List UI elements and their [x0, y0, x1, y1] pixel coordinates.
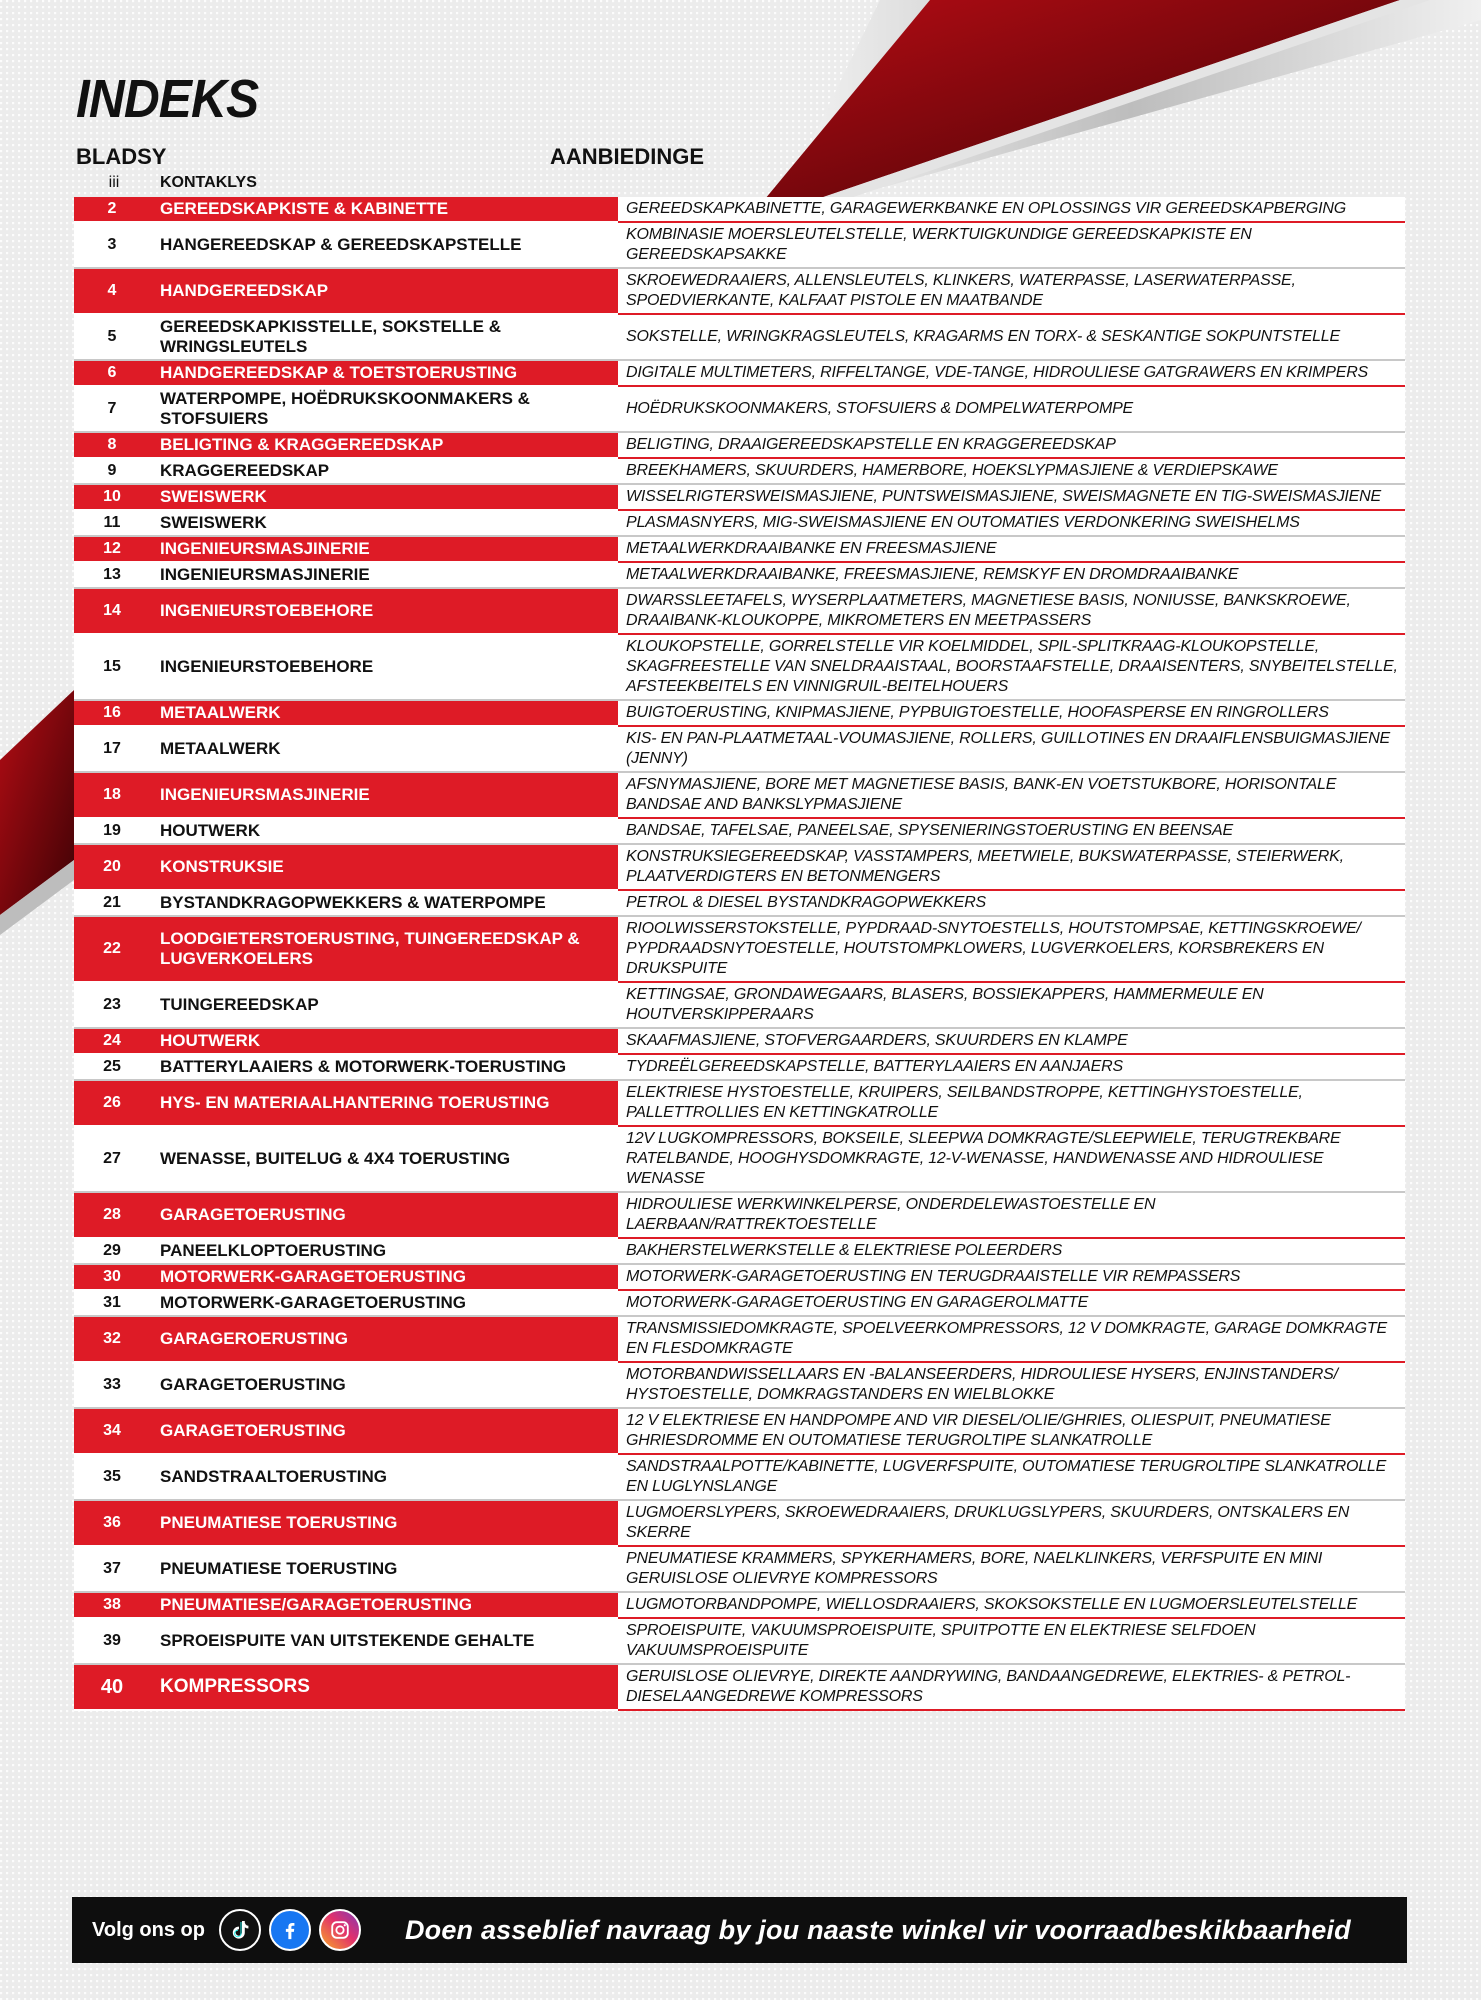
row-offers: BANDSAE, TAFELSAE, PANEELSAE, SPYSENIERINGSTOERUSTING EN BEENSAE [618, 818, 1405, 844]
row-section-title: GEREEDSKAPKISSTELLE, SOKSTELLE & WRINGSLEUTELS [150, 314, 618, 360]
row-page-number: 9 [74, 458, 150, 484]
instagram-icon[interactable] [319, 1909, 361, 1951]
row-page-number: 8 [74, 432, 150, 458]
row-section-title: HANGEREEDSKAP & GEREEDSKAPSTELLE [150, 222, 618, 268]
table-row [74, 1500, 1405, 1546]
row-section-title: HOUTWERK [150, 1028, 618, 1054]
row-section-title: KONSTRUKSIE [150, 844, 618, 890]
row-page-number: 15 [74, 634, 150, 700]
row-section-title: INGENIEURSMASJINERIE [150, 562, 618, 588]
table-row [74, 562, 1405, 588]
row-section-title: LOODGIETERSTOERUSTING, TUINGEREEDSKAP & LUGVERKOELERS [150, 916, 618, 982]
row-section-title: INGENIEURSMASJINERIE [150, 772, 618, 818]
tiktok-icon[interactable] [219, 1909, 261, 1951]
table-row [74, 818, 1405, 844]
table-row [74, 1592, 1405, 1618]
row-offers: 12 V ELEKTRIESE EN HANDPOMPE AND VIR DIESEL/OLIE/GHRIES, OLIESPUIT, PNEUMATIESE GHRIESDROMME EN OUTOMATIESE TERUGROLTIPE SLANKATROLLE [618, 1408, 1405, 1454]
row-offers: TYDREËLGEREEDSKAPSTELLE, BATTERYLAAIERS EN AANJAERS [618, 1054, 1405, 1080]
table-row [74, 1664, 1405, 1710]
row-section-title: MOTORWERK-GARAGETOERUSTING [150, 1264, 618, 1290]
row-page-number: 13 [74, 562, 150, 588]
row-section-title: GARAGETOERUSTING [150, 1192, 618, 1238]
row-offers: BELIGTING, DRAAIGEREEDSKAPSTELLE EN KRAGGEREEDSKAP [618, 432, 1405, 458]
row-page-number: 19 [74, 818, 150, 844]
table-row [74, 982, 1405, 1028]
row-offers: RIOOLWISSERSTOKSTELLE, PYPDRAAD-SNYTOESTELLS, HOUTSTOMPSAE, KETTINGSKROEWE/ PYPDRAADSNYTOESTELLE, HOUTSTOMPKLOWERS, LUGVERKOELERS, KORSBREKERS EN DRUKSPUITE [618, 916, 1405, 982]
row-offers: SPROEISPUITE, VAKUUMSPROEISPUITE, SPUITPOTTE EN ELEKTRIESE SELFDOEN VAKUUMSPROEISPUITE [618, 1618, 1405, 1664]
table-row [74, 588, 1405, 634]
table-row [74, 1290, 1405, 1316]
table-row [74, 458, 1405, 484]
table-row [74, 1362, 1405, 1408]
row-page-number: 30 [74, 1264, 150, 1290]
row-section-title: KRAGGEREEDSKAP [150, 458, 618, 484]
row-offers: WISSELRIGTERSWEISMASJIENE, PUNTSWEISMASJIENE, SWEISMAGNETE EN TIG-SWEISMASJIENE [618, 484, 1405, 510]
row-section-title: GARAGETOERUSTING [150, 1408, 618, 1454]
offers-column-header: AANBIEDINGE [550, 144, 705, 169]
row-offers: TRANSMISSIEDOMKRAGTE, SPOELVEERKOMPRESSORS, 12 V DOMKRAGTE, GARAGE DOMKRAGTE EN FLESDOMKRAGTE [618, 1316, 1405, 1362]
row-offers: PLASMASNYERS, MIG-SWEISMASJIENE EN OUTOMATIES VERDONKERING SWEISHELMS [618, 510, 1405, 536]
row-section-title: PNEUMATIESE/GARAGETOERUSTING [150, 1592, 618, 1618]
row-page-number: 22 [74, 916, 150, 982]
row-page-number: 32 [74, 1316, 150, 1362]
table-row [74, 1546, 1405, 1592]
row-page-number: 29 [74, 1238, 150, 1264]
row-page-number: 24 [74, 1028, 150, 1054]
row-offers: BAKHERSTELWERKSTELLE & ELEKTRIESE POLEERDERS [618, 1238, 1405, 1264]
row-page-number: 10 [74, 484, 150, 510]
row-section-title: PNEUMATIESE TOERUSTING [150, 1546, 618, 1592]
table-row [74, 1028, 1405, 1054]
row-page-number: 31 [74, 1290, 150, 1316]
row-offers: AFSNYMASJIENE, BORE MET MAGNETIESE BASIS, BANK-EN VOETSTUKBORE, HORISONTALE BANDSAE AND BANKSLYPMASJIENE [618, 772, 1405, 818]
row-offers: METAALWERKDRAAIBANKE EN FREESMASJIENE [618, 536, 1405, 562]
table-row [74, 1454, 1405, 1500]
row-offers: SANDSTRAALPOTTE/KABINETTE, LUGVERFSPUITE, OUTOMATIESE TERUGROLTIPE SLANKATROLLE EN LUGLYNSLANGE [618, 1454, 1405, 1500]
row-offers: KONSTRUKSIEGEREEDSKAP, VASSTAMPERS, MEETWIELE, BUKSWATERPASSE, STEIERWERK, PLAATVERDIGTERS EN BETONMENGERS [618, 844, 1405, 890]
table-row [74, 1264, 1405, 1290]
row-offers: 12V LUGKOMPRESSORS, BOKSEILE, SLEEPWA DOMKRAGTE/SLEEPWIELE, TERUGTREKBARE RATELBANDE, HOOGHYSDOMKRAGTE, 12-V-WENASSE, HANDWENASSE AND HIDROULIESE WENASSE [618, 1126, 1405, 1192]
row-section-title: HYS- EN MATERIAALHANTERING TOERUSTING [150, 1080, 618, 1126]
row-page-number: 36 [74, 1500, 150, 1546]
row-offers: SKROEWEDRAAIERS, ALLENSLEUTELS, KLINKERS, WATERPASSE, LASERWATERPASSE, SPOEDVIERKANTE, KALFAAT PISTOLE EN MAATBANDE [618, 268, 1405, 314]
row-offers: PETROL & DIESEL BYSTANDKRAGOPWEKKERS [618, 890, 1405, 916]
table-row [74, 314, 1405, 360]
follow-us-label: Volg ons op [92, 1918, 205, 1941]
row-section-title: SPROEISPUITE VAN UITSTEKENDE GEHALTE [150, 1618, 618, 1664]
row-page-number: 7 [74, 386, 150, 432]
row-offers: BUIGTOERUSTING, KNIPMASJIENE, PYPBUIGTOESTELLE, HOOFASPERSE EN RINGROLLERS [618, 700, 1405, 726]
row-offers: KLOUKOPSTELLE, GORRELSTELLE VIR KOELMIDDEL, SPIL-SPLITKRAAG-KLOUKOPSTELLE, SKAGFREESTELLE VAN SNELDRAAISTAAL, BOORSTAAFSTELLE, DRAAISENTERS, SNYBEITELSTELLE, AFSTEEKBEITELS EN VINNIGRUIL-BEITELHOUERS [618, 634, 1405, 700]
table-row [74, 890, 1405, 916]
row-offers: KETTINGSAE, GRONDAWEGAARS, BLASERS, BOSSIEKAPPERS, HAMMERMEULE EN HOUTVERSKIPPERAARS [618, 982, 1405, 1028]
row-offers: KOMBINASIE MOERSLEUTELSTELLE, WERKTUIGKUNDIGE GEREEDSKAPKISTE EN GEREEDSKAPSAKKE [618, 222, 1405, 268]
row-page-number: 3 [74, 222, 150, 268]
table-row [74, 222, 1405, 268]
row-section-title: INGENIEURSTOEBEHORE [150, 634, 618, 700]
row-page-number: 20 [74, 844, 150, 890]
table-row [74, 536, 1405, 562]
row-section-title: GARAGEROERUSTING [150, 1316, 618, 1362]
table-row [74, 700, 1405, 726]
table-row [74, 268, 1405, 314]
row-page-number: 39 [74, 1618, 150, 1664]
page-column-header: BLADSY [76, 144, 167, 169]
table-row [74, 1080, 1405, 1126]
table-row [74, 484, 1405, 510]
table-row [74, 1054, 1405, 1080]
table-row [74, 772, 1405, 818]
row-page-number: 34 [74, 1408, 150, 1454]
row-section-title: PNEUMATIESE TOERUSTING [150, 1500, 618, 1546]
row-page-number: 23 [74, 982, 150, 1028]
row-section-title: METAALWERK [150, 700, 618, 726]
row-offers: METAALWERKDRAAIBANKE, FREESMASJIENE, REMSKYF EN DROMDRAAIBANKE [618, 562, 1405, 588]
table-row [74, 1618, 1405, 1664]
table-row [74, 386, 1405, 432]
row-offers: HOËDRUKSKOONMAKERS, STOFSUIERS & DOMPELWATERPOMPE [618, 386, 1405, 432]
row-offers: MOTORBANDWISSELLAARS EN -BALANSEERDERS, HIDROULIESE HYSERS, ENJINSTANDERS/ HYSTOESTELLE, DOMKRAGSTANDERS EN WIELBLOKKE [618, 1362, 1405, 1408]
row-page-number: 6 [74, 360, 150, 386]
row-section-title: BATTERYLAAIERS & MOTORWERK-TOERUSTING [150, 1054, 618, 1080]
row-offers: BREEKHAMERS, SKUURDERS, HAMERBORE, HOEKSLYPMASJIENE & VERDIEPSKAWE [618, 458, 1405, 484]
table-row [74, 916, 1405, 982]
index-table [74, 197, 1405, 1711]
footer-bar [72, 1897, 1407, 1963]
row-offers: GERUISLOSE OLIEVRYE, DIREKTE AANDRYWING, BANDAANGEDREWE, ELEKTRIES- & PETROL-DIESELAANGEDREWE KOMPRESSORS [618, 1664, 1405, 1710]
row-section-title: SWEISWERK [150, 510, 618, 536]
row-offers: SOKSTELLE, WRINGKRAGSLEUTELS, KRAGARMS EN TORX- & SESKANTIGE SOKPUNTSTELLE [618, 314, 1405, 360]
table-row [74, 1238, 1405, 1264]
row-section-title: HANDGEREEDSKAP [150, 268, 618, 314]
row-page-number: 11 [74, 510, 150, 536]
row-page-number: 21 [74, 890, 150, 916]
row-offers: ELEKTRIESE HYSTOESTELLE, KRUIPERS, SEILBANDSTROPPE, KETTINGHYSTOESTELLE, PALLETTROLLIES EN KETTINGKATROLLE [618, 1080, 1405, 1126]
table-row [74, 1126, 1405, 1192]
row-page-number: 27 [74, 1126, 150, 1192]
row-offers: DWARSSLEETAFELS, WYSERPLAATMETERS, MAGNETIESE BASIS, NONIUSSE, BANKSKROEWE, DRAAIBANK-KLOUKOPPE, MIKROMETERS EN MEETPASSERS [618, 588, 1405, 634]
row-offers: PNEUMATIESE KRAMMERS, SPYKERHAMERS, BORE, NAELKLINKERS, VERFSPUITE EN MINI GERUISLOSE OLIEVRYE KOMPRESSORS [618, 1546, 1405, 1592]
table-row [74, 1316, 1405, 1362]
row-offers: MOTORWERK-GARAGETOERUSTING EN GARAGEROLMATTE [618, 1290, 1405, 1316]
row-section-title: BELIGTING & KRAGGEREEDSKAP [150, 432, 618, 458]
row-section-title: HOUTWERK [150, 818, 618, 844]
row-page-number: 28 [74, 1192, 150, 1238]
contact-page-number: iii [108, 174, 120, 191]
row-offers: LUGMOERSLYPERS, SKROEWEDRAAIERS, DRUKLUGSLYPERS, SKUURDERS, ONTSKALERS EN SKERRE [618, 1500, 1405, 1546]
contact-title: KONTAKLYS [160, 174, 257, 191]
row-offers: GEREEDSKAPKABINETTE, GARAGEWERKBANKE EN OPLOSSINGS VIR GEREEDSKAPBERGING [618, 197, 1405, 222]
row-section-title: HANDGEREEDSKAP & TOETSTOERUSTING [150, 360, 618, 386]
row-section-title: WATERPOMPE, HOËDRUKSKOONMAKERS & STOFSUIERS [150, 386, 618, 432]
table-row [74, 1192, 1405, 1238]
page-title: INDEKS [76, 69, 259, 129]
row-page-number: 2 [74, 197, 150, 222]
row-section-title: KOMPRESSORS [150, 1664, 618, 1710]
row-offers: DIGITALE MULTIMETERS, RIFFELTANGE, VDE-TANGE, HIDROULIESE GATGRAWERS EN KRIMPERS [618, 360, 1405, 386]
table-row [74, 726, 1405, 772]
row-page-number: 40 [74, 1664, 150, 1710]
row-section-title: TUINGEREEDSKAP [150, 982, 618, 1028]
table-row [74, 197, 1405, 222]
row-offers: SKAAFMASJIENE, STOFVERGAARDERS, SKUURDERS EN KLAMPE [618, 1028, 1405, 1054]
table-row [74, 510, 1405, 536]
row-page-number: 14 [74, 588, 150, 634]
row-section-title: WENASSE, BUITELUG & 4X4 TOERUSTING [150, 1126, 618, 1192]
row-offers: LUGMOTORBANDPOMPE, WIELLOSDRAAIERS, SKOKSOKSTELLE EN LUGMOERSLEUTELSTELLE [618, 1592, 1405, 1618]
row-page-number: 12 [74, 536, 150, 562]
row-section-title: BYSTANDKRAGOPWEKKERS & WATERPOMPE [150, 890, 618, 916]
row-page-number: 35 [74, 1454, 150, 1500]
row-page-number: 18 [74, 772, 150, 818]
table-row [74, 634, 1405, 700]
row-section-title: GARAGETOERUSTING [150, 1362, 618, 1408]
row-page-number: 37 [74, 1546, 150, 1592]
contact-list-row [76, 174, 876, 194]
row-section-title: MOTORWERK-GARAGETOERUSTING [150, 1290, 618, 1316]
row-page-number: 25 [74, 1054, 150, 1080]
row-page-number: 4 [74, 268, 150, 314]
row-page-number: 16 [74, 700, 150, 726]
row-page-number: 5 [74, 314, 150, 360]
row-section-title: METAALWERK [150, 726, 618, 772]
row-section-title: INGENIEURSTOEBEHORE [150, 588, 618, 634]
row-offers: HIDROULIESE WERKWINKELPERSE, ONDERDELEWASTOESTELLE EN LAERBAAN/RATTREKTOESTELLE [618, 1192, 1405, 1238]
table-row [74, 844, 1405, 890]
table-row [74, 360, 1405, 386]
row-section-title: INGENIEURSMASJINERIE [150, 536, 618, 562]
row-page-number: 33 [74, 1362, 150, 1408]
row-offers: KIS- EN PAN-PLAATMETAAL-VOUMASJIENE, ROLLERS, GUILLOTINES EN DRAAIFLENSBUIGMASJIENE (JENNY) [618, 726, 1405, 772]
facebook-icon[interactable] [269, 1909, 311, 1951]
row-section-title: SANDSTRAALTOERUSTING [150, 1454, 618, 1500]
row-offers: MOTORWERK-GARAGETOERUSTING EN TERUGDRAAISTELLE VIR REMPASSERS [618, 1264, 1405, 1290]
row-section-title: GEREEDSKAPKISTE & KABINETTE [150, 197, 618, 222]
stock-availability-note: Doen asseblief navraag by jou naaste winkel vir voorraadbeskikbaarheid [404, 1914, 1351, 1945]
row-section-title: PANEELKLOPTOERUSTING [150, 1238, 618, 1264]
row-page-number: 38 [74, 1592, 150, 1618]
table-row [74, 1408, 1405, 1454]
row-section-title: SWEISWERK [150, 484, 618, 510]
row-page-number: 17 [74, 726, 150, 772]
table-row [74, 432, 1405, 458]
row-page-number: 26 [74, 1080, 150, 1126]
